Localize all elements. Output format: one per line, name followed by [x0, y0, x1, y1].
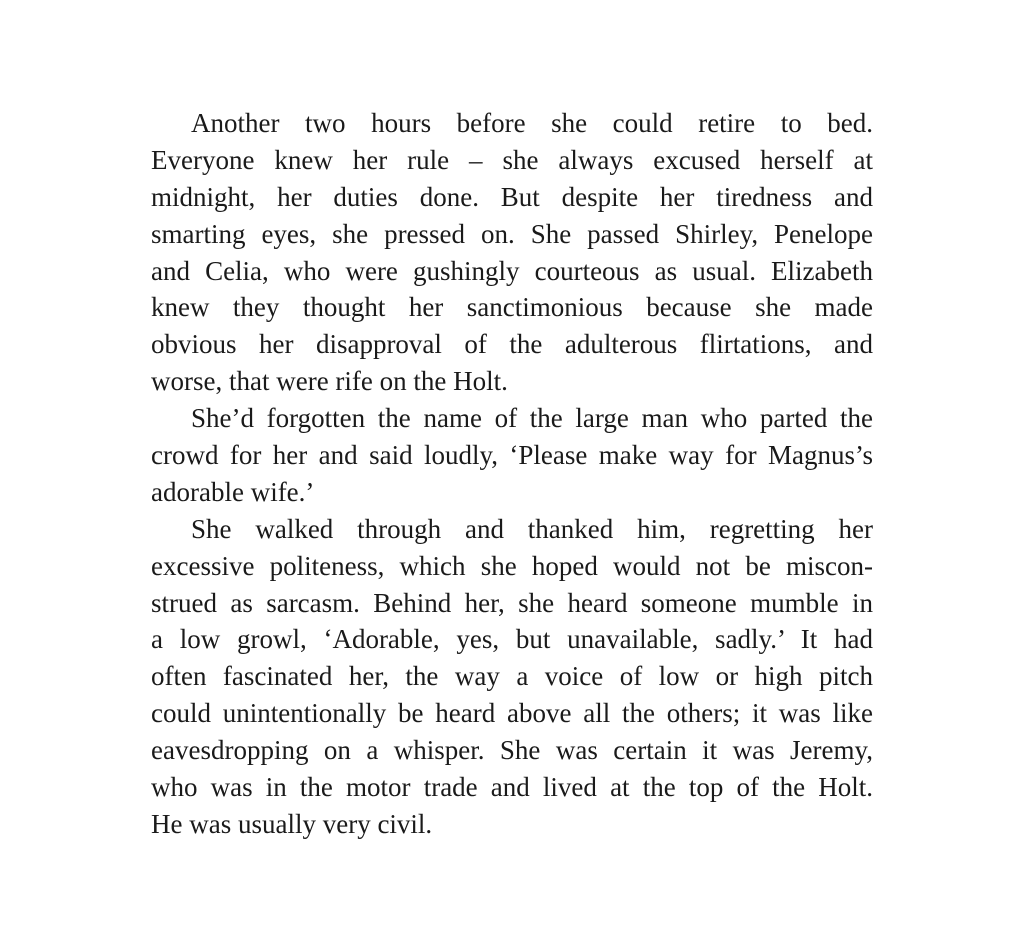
paragraph-3-line-2: excessive politeness, which she hoped would not be miscon- — [151, 550, 873, 581]
paragraph-1-line-4: smarting eyes, she pressed on. She passed Shirley, Penelope — [151, 218, 873, 249]
paragraph-3-line-3: strued as sarcasm. Behind her, she heard someone mumble in — [151, 587, 873, 618]
paragraph-1-line-7: obvious her disapproval of the adulterous flirtations, and — [151, 329, 873, 360]
paragraph-3-line-5: often fascinated her, the way a voice of low or high pitch — [151, 661, 873, 692]
paragraph-2-line-1: She’d forgotten the name of the large man who parted the — [191, 403, 873, 434]
paragraph-3-line-6: could unintentionally be heard above all the others; it was like — [151, 698, 873, 729]
paragraph-2-line-3: adorable wife.’ — [151, 476, 315, 507]
paragraph-1-line-6: knew they thought her sanctimonious because she made — [151, 292, 873, 323]
paragraph-3-line-4: a low growl, ‘Adorable, yes, but unavailable, sadly.’ It had — [151, 624, 873, 655]
paragraph-1 — [151, 105, 873, 400]
paragraph-1-line-1: Another two hours before she could retire to bed. — [191, 108, 873, 138]
book-page-text — [151, 105, 873, 843]
paragraph-3-line-8: who was in the motor trade and lived at the top of the Holt. — [151, 772, 873, 803]
paragraph-1-line-2: Everyone knew her rule – she always excused herself at — [151, 144, 873, 175]
paragraph-3-line-1: She walked through and thanked him, regretting her — [191, 513, 873, 544]
paragraph-3-line-7: eavesdropping on a whisper. She was certain it was Jeremy, — [151, 735, 873, 766]
paragraph-1-line-3: midnight, her duties done. But despite her tiredness and — [151, 181, 873, 212]
paragraph-1-line-5: and Celia, who were gushingly courteous as usual. Elizabeth — [151, 255, 873, 286]
paragraph-3-line-9: He was usually very civil. — [151, 808, 433, 839]
paragraph-2 — [151, 400, 873, 511]
paragraph-2-line-2: crowd for her and said loudly, ‘Please make way for Magnus’s — [151, 440, 873, 471]
paragraph-3 — [151, 511, 873, 843]
paragraph-1-line-8: worse, that were rife on the Holt. — [151, 366, 508, 397]
